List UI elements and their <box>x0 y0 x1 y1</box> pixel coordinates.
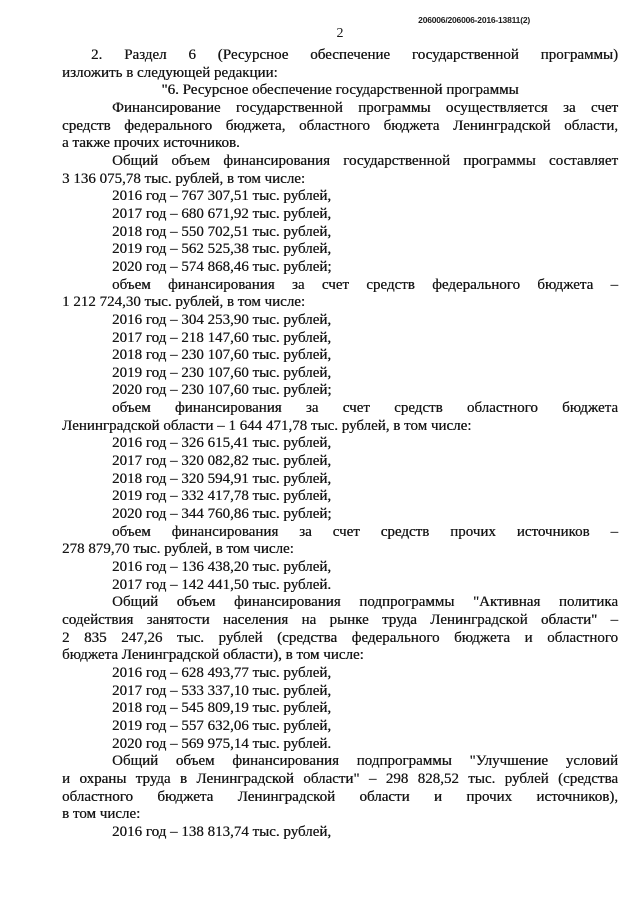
year-amount-line: 2017 год – 320 082,82 тыс. рублей, <box>112 453 332 470</box>
page-number: 2 <box>336 26 344 41</box>
year-amount-line: 2019 год – 557 632,06 тыс. рублей, <box>112 717 332 734</box>
financing-sources-paragraph <box>62 100 618 153</box>
other-sources-paragraph <box>62 524 618 595</box>
year-amount-line: 2016 год – 767 307,51 тыс. рублей, <box>112 188 332 205</box>
year-amount-line: 2017 год – 680 671,92 тыс. рублей, <box>112 205 332 222</box>
year-amount-line: 2020 год – 574 868,46 тыс. рублей; <box>112 258 332 275</box>
year-amount-line: 2020 год – 230 107,60 тыс. рублей; <box>112 382 332 399</box>
text-line: 3 136 075,78 тыс. рублей, в том числе: <box>62 170 306 187</box>
text-line: и охраны труда в Ленинградской области" – 298 828,52 тыс. рублей (средства <box>62 770 618 787</box>
year-amount-line: 2019 год – 332 417,78 тыс. рублей, <box>112 488 332 505</box>
text-line: содействия занятости населения на рынке труда Ленинградской области" – <box>62 612 618 628</box>
year-amount-line: 2017 год – 142 441,50 тыс. рублей. <box>112 576 332 593</box>
amendment-paragraph <box>62 47 618 82</box>
year-amount-line: 2018 год – 545 809,19 тыс. рублей, <box>112 700 332 717</box>
text-line: Ленинградской области – 1 644 471,78 тыс. рублей, в том числе: <box>62 417 472 434</box>
year-amount-line: 2018 год – 550 702,51 тыс. рублей, <box>112 223 332 240</box>
year-amount-line: 2016 год – 304 253,90 тыс. рублей, <box>112 311 332 328</box>
year-amount-line: 2019 год – 562 525,38 тыс. рублей, <box>112 241 332 258</box>
text-line: Общий объем финансирования государственной программы составляет <box>112 152 618 169</box>
text-line: 1 212 724,30 тыс. рублей, в том числе: <box>62 294 306 311</box>
text-line: областного бюджета Ленинградской области и прочих источников), <box>62 788 618 805</box>
year-amount-line: 2018 год – 230 107,60 тыс. рублей, <box>112 347 332 364</box>
subprogram-labor-paragraph <box>62 753 618 841</box>
text-line: Финансирование государственной программы осуществляется за счет <box>112 99 618 116</box>
year-amount-line: 2016 год – 326 615,41 тыс. рублей, <box>112 435 332 452</box>
text-line: 2. Раздел 6 (Ресурсное обеспечение государственной программы) <box>91 47 618 63</box>
document-body <box>62 47 618 842</box>
text-line: объем финансирования за счет средств областного бюджета <box>112 400 618 417</box>
subprogram-employment-paragraph <box>62 594 618 753</box>
year-amount-line: 2019 год – 230 107,60 тыс. рублей, <box>112 364 332 381</box>
text-line: а также прочих источников. <box>62 135 240 152</box>
year-amount-line: 2017 год – 218 147,60 тыс. рублей, <box>112 329 332 346</box>
document-registration-number: 206006/206006-2016-13811(2) <box>418 15 530 25</box>
federal-budget-paragraph <box>62 277 618 401</box>
text-line: средств федерального бюджета, областного бюджета Ленинградской области, <box>62 117 618 134</box>
year-amount-line: 2016 год – 136 438,20 тыс. рублей, <box>112 559 332 576</box>
text-line: бюджета Ленинградской области), в том числе: <box>62 647 364 664</box>
text-line: в том числе: <box>62 806 141 823</box>
regional-budget-paragraph <box>62 400 618 524</box>
text-line: объем финансирования за счет средств федерального бюджета – <box>112 276 618 293</box>
text-line: объем финансирования за счет средств прочих источников – <box>112 523 618 540</box>
text-line: 2 835 247,26 тыс. рублей (средства федерального бюджета и областного <box>62 629 618 646</box>
year-amount-line: 2018 год – 320 594,91 тыс. рублей, <box>112 470 332 487</box>
year-amount-line: 2016 год – 628 493,77 тыс. рублей, <box>112 664 332 681</box>
text-line: Общий объем финансирования подпрограммы "Улучшение условий <box>112 753 618 770</box>
text-line: 278 879,70 тыс. рублей, в том числе: <box>62 541 294 558</box>
text-line: Общий объем финансирования подпрограммы "Активная политика <box>112 594 618 611</box>
year-amount-line: 2017 год – 533 337,10 тыс. рублей, <box>112 682 332 699</box>
year-amount-line: 2016 год – 138 813,74 тыс. рублей, <box>112 823 332 840</box>
text-line: изложить в следующей редакции: <box>62 64 278 81</box>
year-amount-line: 2020 год – 569 975,14 тыс. рублей. <box>112 735 332 752</box>
total-funding-paragraph <box>62 153 618 277</box>
year-amount-line: 2020 год – 344 760,86 тыс. рублей; <box>112 506 332 523</box>
section-heading: "6. Ресурсное обеспечение государственной программы <box>161 82 519 99</box>
